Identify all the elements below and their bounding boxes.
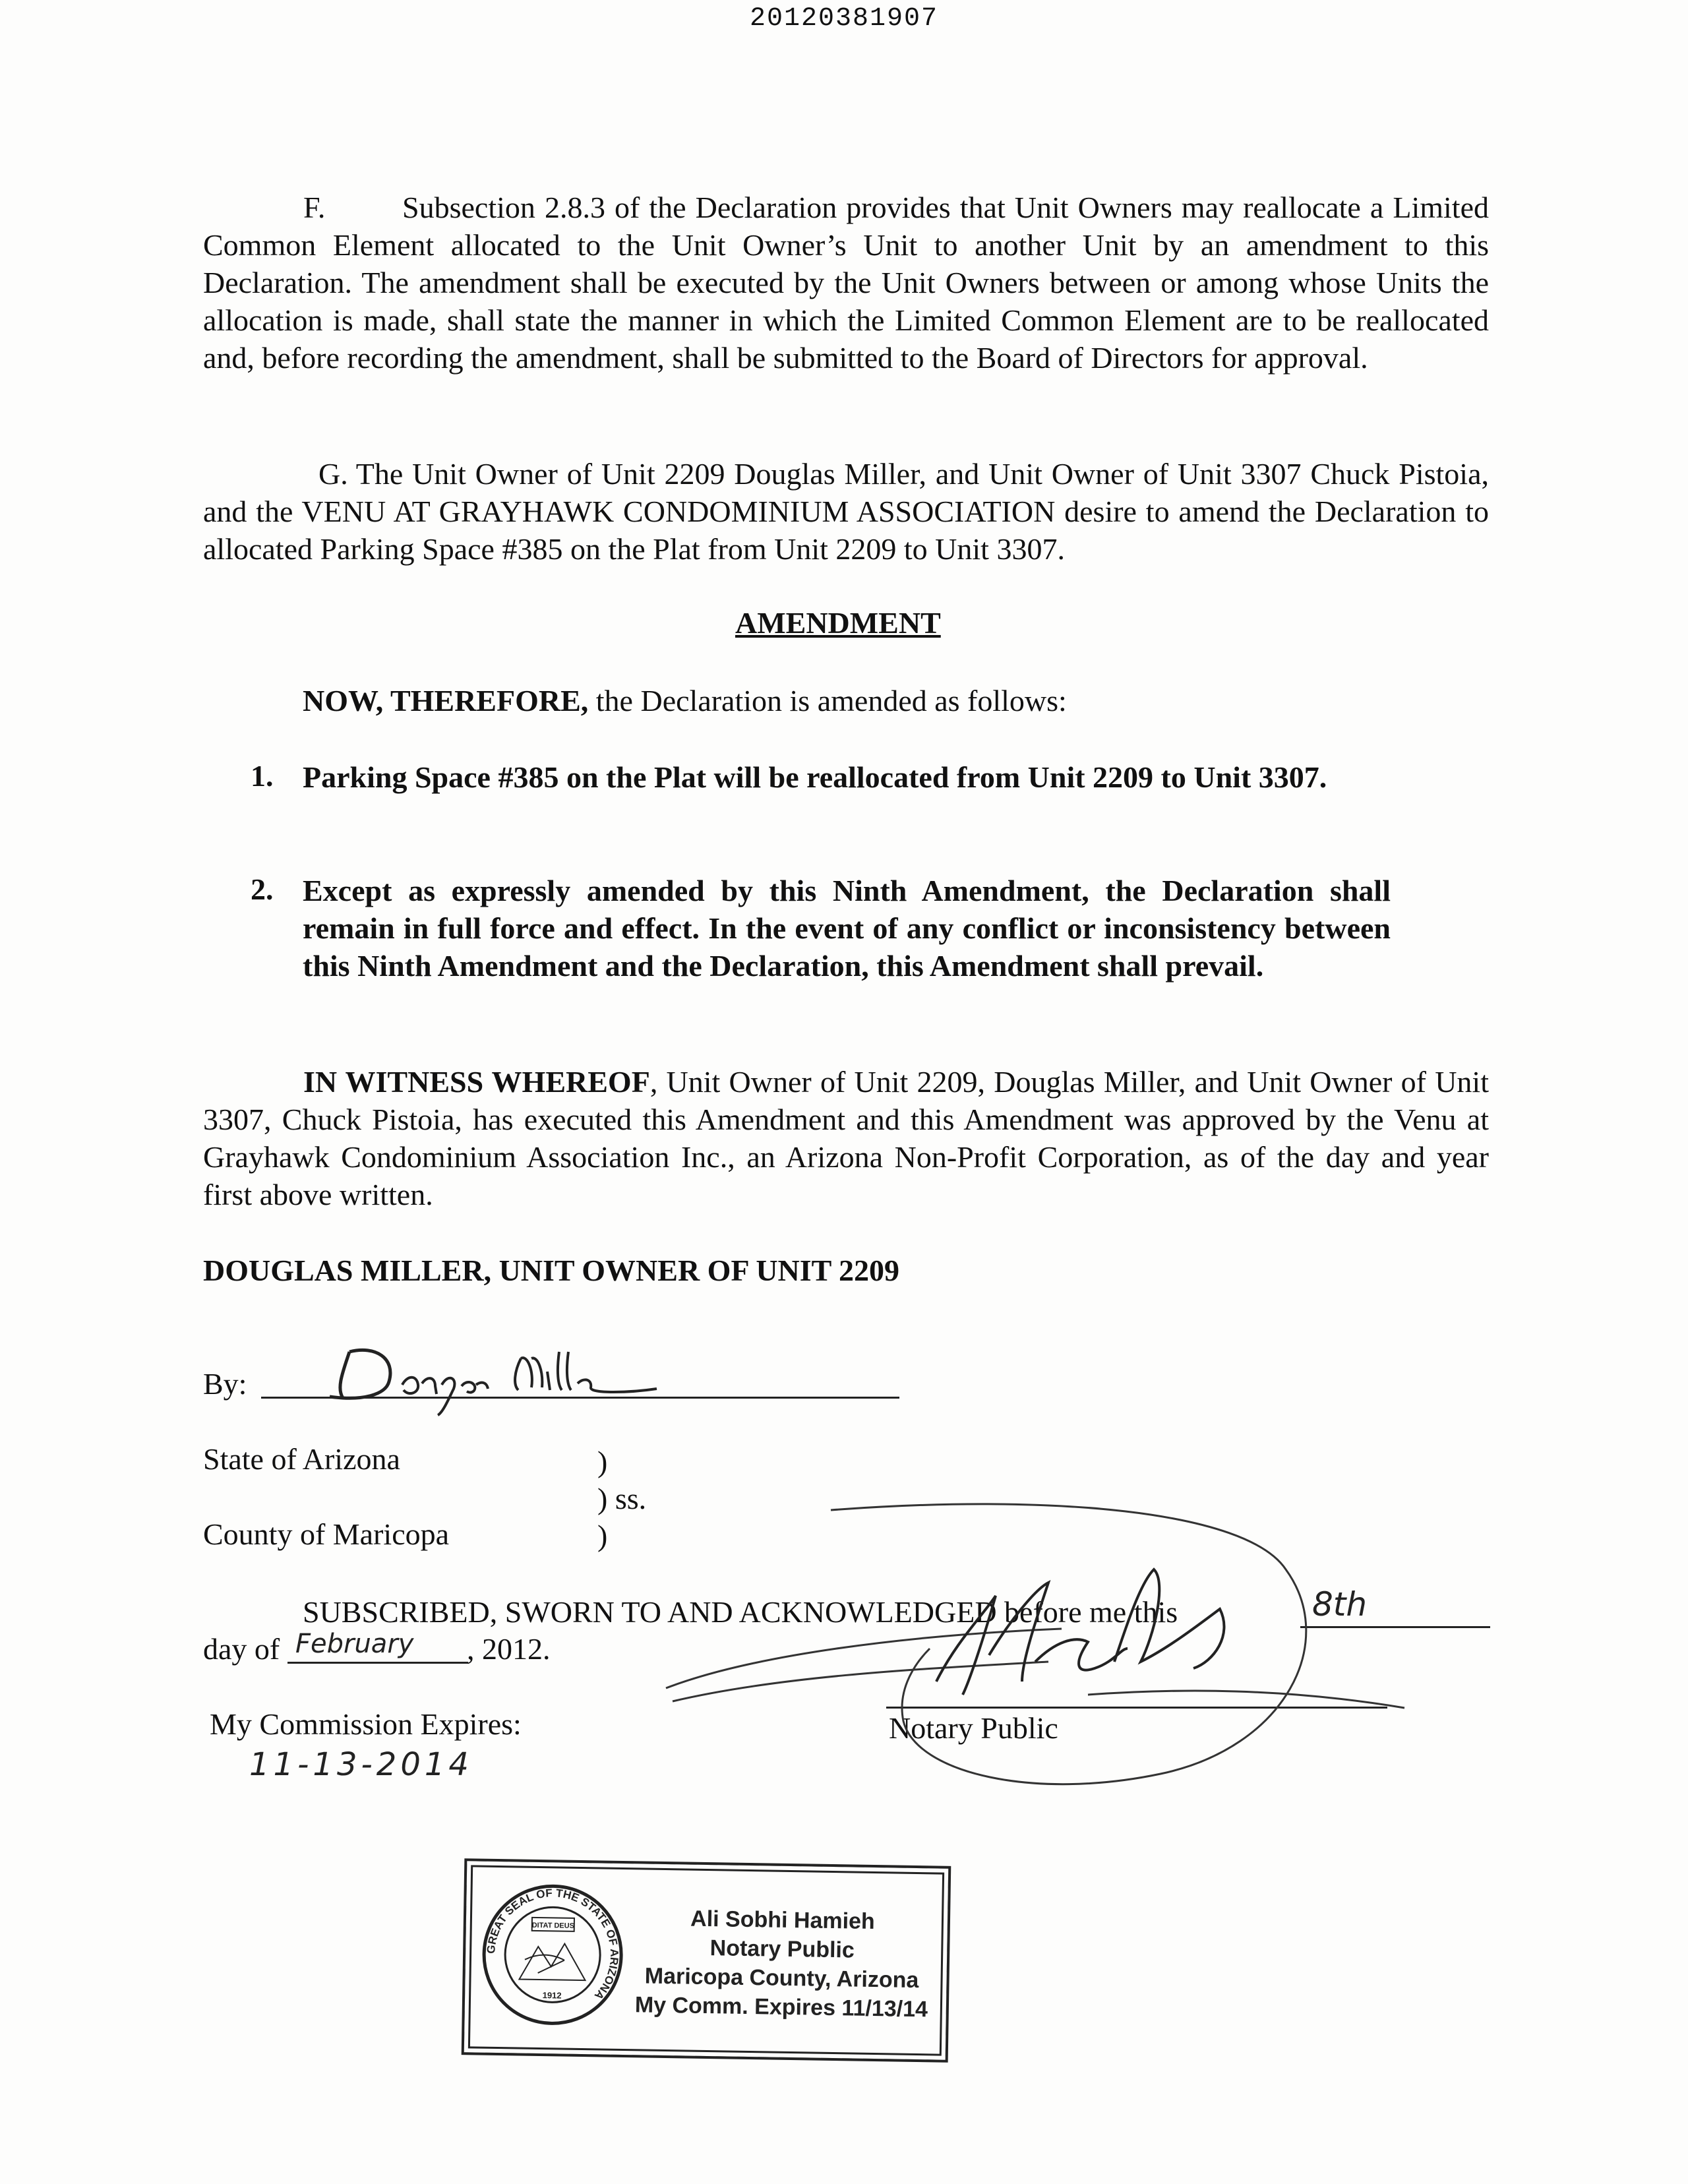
seal-year: 1912 bbox=[542, 1990, 562, 2001]
commission-label: My Commission Expires: bbox=[210, 1707, 522, 1741]
notary-public-label: Notary Public bbox=[889, 1711, 1058, 1745]
svg-text:GREAT SEAL OF THE STATE OF ARI bbox=[484, 1886, 622, 2003]
item-1-number: 1. bbox=[251, 759, 274, 793]
arizona-state-seal bbox=[477, 1880, 627, 2030]
handwritten-day: 8th bbox=[1312, 1585, 1368, 1623]
owner-signature bbox=[323, 1332, 692, 1418]
recital-g-label: G. bbox=[318, 457, 348, 491]
stamp-expiry: My Comm. Expires 11/13/14 bbox=[634, 1992, 928, 2022]
stamp-notary-name: Ali Sobhi Hamieh bbox=[690, 1906, 876, 1935]
notary-signature bbox=[653, 1490, 1418, 1846]
item-1-text: Parking Space #385 on the Plat will be reallocated from Unit 2209 to Unit 3307. bbox=[303, 760, 1327, 794]
day-of-label: day of bbox=[203, 1632, 280, 1666]
amendment-intro-rest: the Declaration is amended as follows: bbox=[588, 684, 1067, 717]
handwritten-month: February bbox=[295, 1629, 414, 1659]
stamp-notary-title: Notary Public bbox=[709, 1935, 855, 1963]
stamp-text-block bbox=[630, 1903, 935, 2024]
recital-g-text: The Unit Owner of Unit 2209 Douglas Miller, and Unit Owner of Unit 3307 Chuck Pistoia, and the VENU AT GRAYHAWK CONDOMINIUM ASSOCIATION desire to amend the Declaration to allocated Parking Space #385 on the Plat from Unit 2209 to Unit 3307. bbox=[203, 457, 1489, 566]
by-label: By: bbox=[203, 1367, 247, 1401]
amendment-title: AMENDMENT bbox=[735, 606, 941, 640]
stamp-county: Maricopa County, Arizona bbox=[644, 1963, 919, 1993]
item-2-text: Except as expressly amended by this Ninth Amendment, the Declaration shall remain in full force and effect. In the event of any conflict or inconsistency between this Ninth Amendment and the Declaration, this Amendment shall prevail. bbox=[303, 874, 1391, 983]
seal-motto: DITAT DEUS bbox=[531, 1921, 575, 1930]
year-suffix: , 2012. bbox=[467, 1632, 551, 1666]
venue-paren-1: ) bbox=[597, 1445, 608, 1478]
witness-bold: IN WITNESS WHEREOF bbox=[303, 1065, 650, 1099]
amendment-intro bbox=[303, 682, 1067, 719]
amendment-intro-bold: NOW, THEREFORE, bbox=[303, 684, 589, 717]
recital-f bbox=[203, 189, 1489, 377]
record-number: 20120381907 bbox=[749, 4, 939, 34]
witness-text: , Unit Owner of Unit 2209, Douglas Miller, and Unit Owner of Unit 3307, Chuck Pistoia, has executed this Amendment and this Amendment was approved by the Venu at Grayhawk Condominium Association Inc., an Arizona Non-Profit Corporation, as of the day and year first above written. bbox=[203, 1065, 1489, 1211]
handwritten-expiry: 11-13-2014 bbox=[249, 1746, 473, 1783]
seal-ring-text: GREAT SEAL OF THE STATE OF ARIZONA bbox=[484, 1887, 621, 2003]
witness-paragraph bbox=[203, 1063, 1489, 1213]
notary-stamp bbox=[462, 1858, 951, 2063]
recital-f-label: F. bbox=[303, 191, 326, 224]
signature-heading: DOUGLAS MILLER, UNIT OWNER OF UNIT 2209 bbox=[203, 1254, 900, 1287]
recital-g bbox=[203, 455, 1489, 568]
recital-f-text: Subsection 2.8.3 of the Declaration provides that Unit Owners may reallocate a Limited Common Element allocated to the Unit Owner’s Unit to another Unit by an amendment to this Declaration. The amendment shall be executed by the Unit Owners between or among whose Units the allocation is made, shall state the manner in which the Limited Common Element are to be reallocated and, before recording the amendment, shall be submitted to the Board of Directors for approval. bbox=[203, 191, 1489, 375]
sworn-text: SUBSCRIBED, SWORN TO AND ACKNOWLEDGED before me this bbox=[303, 1595, 1178, 1629]
county-label: County of Maricopa bbox=[203, 1517, 450, 1551]
item-2-number: 2. bbox=[251, 872, 274, 906]
venue-paren-ss: ) ss. bbox=[597, 1482, 647, 1515]
month-line bbox=[287, 1662, 468, 1664]
state-label: State of Arizona bbox=[203, 1442, 400, 1476]
venue-paren-3: ) bbox=[597, 1519, 608, 1552]
